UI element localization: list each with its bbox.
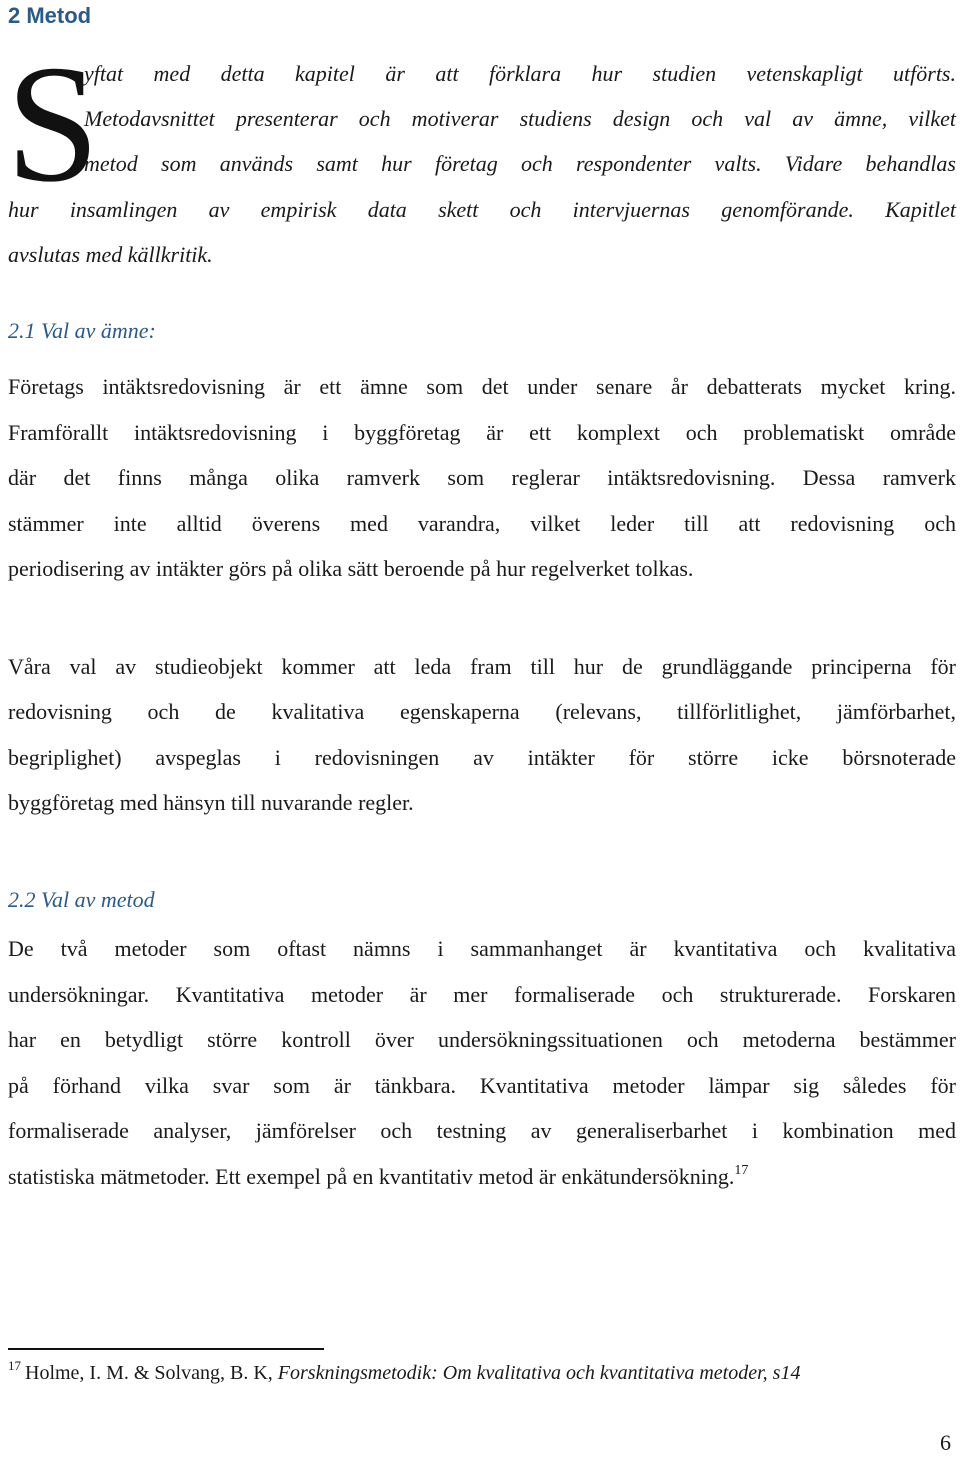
- para3-line-3: har en betydligt större kontroll över undersökningssituationen och metoderna bestämmer: [8, 1027, 956, 1052]
- intro-line-5: avslutas med källkritik.: [8, 242, 213, 267]
- para1-line-4: stämmer inte alltid överens med varandra, vilket leder till att redovisning och: [8, 511, 956, 536]
- para3-line-1: De två metoder som oftast nämns i sammanhanget är kvantitativa och kvalitativa: [8, 936, 956, 961]
- chapter-heading: 2 Metod: [8, 3, 92, 28]
- intro-line-4: hur insamlingen av empirisk data skett och intervjuernas genomförande. Kapitlet: [8, 197, 956, 222]
- para1-line-5: periodisering av intäkter görs på olika sätt beroende på hur regelverket tolkas.: [8, 556, 694, 581]
- footnote-text: Holme, I. M. & Solvang, B. K,: [25, 1362, 278, 1384]
- footnote-title: Forskningsmetodik: Om kvalitativa och kvantitativa metoder, s14: [277, 1362, 801, 1384]
- page-number: 6: [940, 1430, 951, 1455]
- intro-line-3: metod som används samt hur företag och respondenter valts. Vidare behandlas: [84, 151, 956, 176]
- para1-line-2: Framförallt intäktsredovisning i byggföretag är ett komplext och problematiskt område: [8, 420, 956, 445]
- footnote-reference[interactable]: 17: [734, 1163, 749, 1178]
- footnote-number: 17: [8, 1358, 21, 1373]
- para3-line-6: [8, 1163, 749, 1189]
- para2-line-1: Våra val av studieobjekt kommer att leda fram till hur de grundläggande principerna för: [8, 654, 956, 679]
- drop-cap: S: [6, 31, 100, 217]
- para3-line-6-text: statistiska mätmetoder. Ett exempel på en kvantitativ metod är enkätundersökning.: [8, 1164, 735, 1189]
- para1-line-1: Företags intäktsredovisning är ett ämne som det under senare år debatterats mycket kring.: [8, 374, 956, 399]
- intro-line-2: Metodavsnittet presenterar och motiverar studiens design och val av ämne, vilket: [84, 106, 956, 131]
- para3-line-2: undersökningar. Kvantitativa metoder är mer formaliserade och strukturerade. Forskaren: [8, 982, 956, 1007]
- para2-line-4: byggföretag med hänsyn till nuvarande regler.: [8, 790, 414, 815]
- footnote: [8, 1358, 801, 1384]
- section-heading-2-2: 2.2 Val av metod: [8, 887, 155, 912]
- section-heading-2-1: 2.1 Val av ämne:: [8, 318, 156, 343]
- footnote-divider: [8, 1348, 324, 1350]
- para1-line-3: där det finns många olika ramverk som reglerar intäktsredovisning. Dessa ramverk: [8, 465, 956, 490]
- para3-line-5: formaliserade analyser, jämförelser och testning av generaliserbarhet i kombination med: [8, 1118, 956, 1143]
- para2-line-3: begriplighet) avspeglas i redovisningen av intäkter för större icke börsnoterade: [8, 745, 956, 770]
- para2-line-2: redovisning och de kvalitativa egenskaperna (relevans, tillförlitlighet, jämförbarhet,: [8, 699, 956, 724]
- intro-line-1: yftat med detta kapitel är att förklara hur studien vetenskapligt utförts.: [84, 61, 956, 86]
- para3-line-4: på förhand vilka svar som är tänkbara. Kvantitativa metoder lämpar sig således för: [8, 1073, 956, 1098]
